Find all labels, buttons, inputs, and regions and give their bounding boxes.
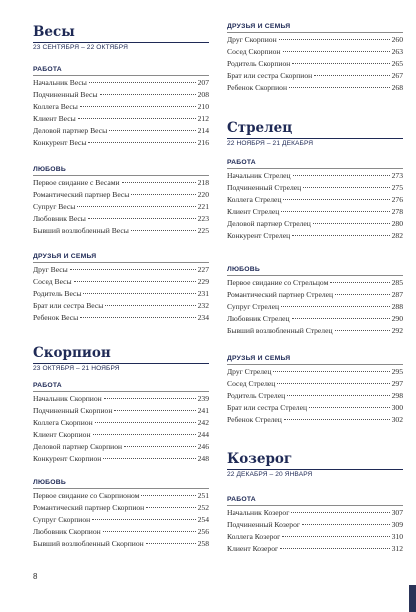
entry-page: 265 [391, 59, 403, 68]
toc-entry[interactable] [33, 502, 209, 514]
toc-entry[interactable] [227, 58, 403, 70]
toc-entry[interactable] [33, 201, 209, 213]
entry-page: 229 [197, 277, 209, 286]
entry-label: Первое свидание с Весами [33, 178, 120, 187]
entry-label: Супруг Стрелец [227, 302, 280, 311]
dot-leader [95, 422, 196, 423]
dot-leader [131, 194, 195, 195]
section-rule [227, 168, 403, 169]
toc-entry[interactable] [33, 490, 209, 502]
dot-leader [80, 317, 195, 318]
toc-entry[interactable] [33, 405, 209, 417]
dot-leader [287, 395, 389, 396]
entry-page: 248 [197, 454, 209, 463]
entry-label: Клиент Весы [33, 114, 76, 123]
entry-page: 263 [391, 47, 403, 56]
entry-label: Романтический партнер Весы [33, 190, 130, 199]
dot-leader [282, 536, 389, 537]
dot-leader [279, 39, 390, 40]
section-rule [33, 262, 209, 263]
toc-entry[interactable] [227, 507, 403, 519]
toc-entry[interactable] [227, 531, 403, 543]
section-title: РАБОТА [33, 382, 62, 389]
sign-scorpio [33, 343, 209, 374]
sign-dates: 22 ДЕКАБРЯ – 20 ЯНВАРЯ [227, 471, 313, 478]
entry-label: Сосед Скорпион [227, 47, 281, 56]
entry-page: 239 [197, 394, 209, 403]
toc-entry[interactable] [33, 89, 209, 101]
dot-leader [103, 458, 195, 459]
section-love [33, 478, 209, 550]
toc-entry[interactable] [33, 101, 209, 113]
toc-entry[interactable] [33, 300, 209, 312]
entry-label: Начальник Весы [33, 78, 87, 87]
entry-page: 212 [197, 114, 209, 123]
dot-leader [273, 371, 389, 372]
dot-leader [89, 82, 196, 83]
sign-rule [227, 138, 403, 139]
entry-page: 254 [197, 515, 209, 524]
entry-page: 216 [197, 138, 209, 147]
sign-sagittarius [227, 118, 403, 149]
dot-leader [330, 282, 389, 283]
toc-entry[interactable] [33, 526, 209, 538]
entry-label: Сосед Весы [33, 277, 72, 286]
toc-entry[interactable] [227, 34, 403, 46]
section-rule [227, 32, 403, 33]
section-friends-family [33, 252, 209, 324]
entry-page: 310 [391, 532, 403, 541]
toc-entry[interactable] [33, 429, 209, 441]
dot-leader [281, 306, 390, 307]
entry-page: 278 [391, 207, 403, 216]
entry-label: Клиент Козерог [227, 544, 279, 553]
entry-label: Деловой партнер Весы [33, 126, 108, 135]
sign-dates: 23 СЕНТЯБРЯ – 22 ОКТЯБРЯ [33, 44, 128, 51]
sign-rule [227, 469, 403, 470]
section-work [227, 158, 403, 242]
section-title: ЛЮБОВЬ [33, 479, 66, 486]
entry-page: 220 [197, 190, 209, 199]
entry-page: 252 [197, 503, 209, 512]
entry-page: 208 [197, 90, 209, 99]
entry-page: 302 [391, 415, 403, 424]
entry-label: Конкурент Стрелец [227, 231, 291, 240]
dot-leader [141, 495, 195, 496]
section-work [33, 381, 209, 465]
toc-entry[interactable] [33, 264, 209, 276]
section-rule [33, 175, 209, 176]
entry-page: 227 [197, 265, 209, 274]
toc-entry[interactable] [33, 125, 209, 137]
toc-entry[interactable] [33, 417, 209, 429]
entry-label: Бывший возлюбленный Весы [33, 226, 129, 235]
dot-leader [309, 407, 390, 408]
entry-page: 232 [197, 301, 209, 310]
dot-leader [314, 75, 389, 76]
dot-leader [313, 223, 390, 224]
entry-page: 256 [197, 527, 209, 536]
dot-leader [335, 330, 390, 331]
entry-label: Ребенок Стрелец [227, 415, 282, 424]
page-edge-tab [409, 585, 416, 612]
entry-page: 218 [197, 178, 209, 187]
section-rule [227, 364, 403, 365]
toc-entry[interactable] [227, 378, 403, 390]
toc-entry[interactable] [227, 218, 403, 230]
entry-label: Конкурент Весы [33, 138, 87, 147]
entry-page: 282 [391, 231, 403, 240]
section-friends-family [227, 354, 403, 426]
dot-leader [80, 106, 196, 107]
entry-page: 267 [391, 71, 403, 80]
dot-leader [281, 211, 389, 212]
entry-label: Начальник Козерог [227, 508, 290, 517]
dot-leader [292, 235, 389, 236]
section-title: РАБОТА [227, 496, 256, 503]
toc-entry[interactable] [227, 402, 403, 414]
dot-leader [131, 230, 196, 231]
entry-page: 258 [197, 539, 209, 548]
sign-capricorn [227, 449, 403, 480]
entry-page: 307 [391, 508, 403, 517]
toc-entry[interactable] [227, 46, 403, 58]
toc-entry[interactable] [33, 77, 209, 89]
toc-entry[interactable] [227, 194, 403, 206]
toc-entry[interactable] [33, 538, 209, 550]
dot-leader [291, 512, 389, 513]
toc-entry[interactable] [33, 312, 209, 324]
section-rule [227, 275, 403, 276]
section-love [227, 265, 403, 337]
toc-entry[interactable] [33, 288, 209, 300]
entry-label: Деловой партнер Скорпион [33, 442, 123, 451]
dot-leader [303, 187, 389, 188]
entry-page: 242 [197, 418, 209, 427]
section-title: ЛЮБОВЬ [227, 266, 260, 273]
entry-page: 287 [391, 290, 403, 299]
dot-leader [100, 94, 196, 95]
toc-entry[interactable] [33, 453, 209, 465]
entry-label: Подчиненный Стрелец [227, 183, 302, 192]
entry-label: Романтический партнер Скорпион [33, 503, 145, 512]
toc-entry[interactable] [33, 225, 209, 237]
dot-leader [78, 118, 196, 119]
entry-label: Начальник Стрелец [227, 171, 291, 180]
toc-entry[interactable] [33, 393, 209, 405]
dot-leader [88, 142, 195, 143]
entry-page: 234 [197, 313, 209, 322]
toc-entry[interactable] [227, 325, 403, 337]
toc-entry[interactable] [33, 113, 209, 125]
dot-leader [293, 175, 390, 176]
entry-page: 309 [391, 520, 403, 529]
entry-page: 298 [391, 391, 403, 400]
dot-leader [83, 293, 195, 294]
dot-leader [93, 434, 196, 435]
dot-leader [109, 130, 195, 131]
dot-leader [124, 446, 196, 447]
entry-page: 273 [391, 171, 403, 180]
toc-entry[interactable] [227, 182, 403, 194]
section-title: ДРУЗЬЯ И СЕМЬЯ [33, 253, 97, 260]
toc-entry[interactable] [227, 170, 403, 182]
dot-leader [283, 199, 389, 200]
toc-entry[interactable] [227, 230, 403, 242]
section-love [33, 165, 209, 237]
toc-entry[interactable] [33, 441, 209, 453]
toc-entry[interactable] [227, 390, 403, 402]
entry-label: Конкурент Скорпион [33, 454, 102, 463]
toc-entry[interactable] [227, 543, 403, 555]
dot-leader [114, 410, 195, 411]
entry-label: Друг Весы [33, 265, 68, 274]
sign-dates: 23 ОКТЯБРЯ – 21 НОЯБРЯ [33, 365, 120, 372]
section-title: ДРУЗЬЯ И СЕМЬЯ [227, 23, 291, 30]
dot-leader [302, 524, 390, 525]
dot-leader [88, 218, 196, 219]
entry-page: 260 [391, 35, 403, 44]
sign-dates: 22 НОЯБРЯ – 21 ДЕКАБРЯ [227, 140, 314, 147]
section-title: ЛЮБОВЬ [33, 166, 66, 173]
entry-label: Супруг Скорпион [33, 515, 91, 524]
toc-entry[interactable] [227, 70, 403, 82]
dot-leader [77, 206, 195, 207]
entry-label: Ребенок Скорпион [227, 83, 288, 92]
entry-label: Брат или сестра Весы [33, 301, 104, 310]
entry-label: Сосед Стрелец [227, 379, 276, 388]
toc-entry[interactable] [227, 519, 403, 531]
entry-label: Подчиненный Скорпион [33, 406, 113, 415]
entry-page: 297 [391, 379, 403, 388]
dot-leader [122, 182, 196, 183]
sign-title: Стрелец [227, 120, 293, 136]
section-title: РАБОТА [33, 66, 62, 73]
section-friends-family [227, 22, 403, 94]
entry-label: Супруг Весы [33, 202, 76, 211]
entry-label: Коллега Козерог [227, 532, 281, 541]
toc-entry[interactable] [227, 414, 403, 426]
dot-leader [146, 543, 196, 544]
dot-leader [280, 548, 389, 549]
toc-entry[interactable] [33, 137, 209, 149]
entry-label: Бывший возлюбленный Скорпион [33, 539, 144, 548]
section-rule [33, 488, 209, 489]
sign-title: Весы [33, 24, 75, 40]
entry-label: Начальник Скорпион [33, 394, 102, 403]
entry-label: Подчиненный Весы [33, 90, 98, 99]
dot-leader [283, 51, 390, 52]
entry-label: Брат или сестра Стрелец [227, 403, 308, 412]
sign-rule [33, 363, 209, 364]
entry-page: 285 [391, 278, 403, 287]
dot-leader [284, 419, 390, 420]
entry-label: Любовник Весы [33, 214, 86, 223]
entry-label: Брат или сестра Скорпион [227, 71, 313, 80]
page-number: 8 [33, 572, 38, 581]
entry-label: Любовник Скорпион [33, 527, 101, 536]
dot-leader [92, 519, 195, 520]
sign-rule [33, 42, 209, 43]
toc-entry[interactable] [33, 514, 209, 526]
section-title: ДРУЗЬЯ И СЕМЬЯ [227, 355, 291, 362]
entry-page: 300 [391, 403, 403, 412]
entry-page: 268 [391, 83, 403, 92]
dot-leader [103, 531, 196, 532]
dot-leader [335, 294, 390, 295]
entry-page: 221 [197, 202, 209, 211]
entry-page: 280 [391, 219, 403, 228]
section-work [227, 495, 403, 555]
entry-page: 210 [197, 102, 209, 111]
dot-leader [146, 507, 195, 508]
sign-title: Козерог [227, 451, 293, 467]
toc-entry[interactable] [227, 82, 403, 94]
dot-leader [292, 63, 389, 64]
entry-label: Первое свидание со Скорпионом [33, 491, 140, 500]
entry-page: 223 [197, 214, 209, 223]
section-rule [227, 505, 403, 506]
entry-label: Коллега Весы [33, 102, 78, 111]
sign-title: Скорпион [33, 345, 111, 361]
entry-label: Романтический партнер Стрелец [227, 290, 334, 299]
dot-leader [104, 398, 196, 399]
toc-entry[interactable] [33, 213, 209, 225]
entry-page: 246 [197, 442, 209, 451]
entry-page: 276 [391, 195, 403, 204]
entry-label: Друг Стрелец [227, 367, 272, 376]
entry-page: 251 [197, 491, 209, 500]
dot-leader [105, 305, 195, 306]
toc-entry[interactable] [227, 289, 403, 301]
entry-page: 275 [391, 183, 403, 192]
entry-page: 207 [197, 78, 209, 87]
entry-page: 288 [391, 302, 403, 311]
entry-page: 214 [197, 126, 209, 135]
dot-leader [289, 87, 390, 88]
toc-entry[interactable] [227, 366, 403, 378]
toc-entry[interactable] [227, 277, 403, 289]
entry-page: 231 [197, 289, 209, 298]
entry-page: 292 [391, 326, 403, 335]
toc-entry[interactable] [33, 177, 209, 189]
entry-label: Друг Скорпион [227, 35, 277, 44]
section-rule [33, 391, 209, 392]
section-work [33, 65, 209, 149]
entry-label: Родитель Весы [33, 289, 82, 298]
entry-label: Родитель Стрелец [227, 391, 286, 400]
sign-libra [33, 22, 209, 53]
entry-label: Коллега Стрелец [227, 195, 282, 204]
dot-leader [70, 269, 196, 270]
toc-entry[interactable] [33, 276, 209, 288]
entry-label: Бывший возлюбленный Стрелец [227, 326, 333, 335]
entry-label: Любовник Стрелец [227, 314, 290, 323]
dot-leader [277, 383, 389, 384]
entry-label: Подчиненный Козерог [227, 520, 300, 529]
entry-page: 312 [391, 544, 403, 553]
entry-label: Клиент Скорпион [33, 430, 91, 439]
toc-entry[interactable] [33, 189, 209, 201]
section-title: РАБОТА [227, 159, 256, 166]
entry-label: Клиент Стрелец [227, 207, 280, 216]
entry-label: Родитель Скорпион [227, 59, 291, 68]
entry-page: 225 [197, 226, 209, 235]
toc-entry[interactable] [227, 301, 403, 313]
entry-page: 244 [197, 430, 209, 439]
dot-leader [74, 281, 196, 282]
dot-leader [292, 318, 390, 319]
entry-page: 295 [391, 367, 403, 376]
entry-label: Ребенок Весы [33, 313, 79, 322]
toc-entry[interactable] [227, 313, 403, 325]
toc-entry[interactable] [227, 206, 403, 218]
entry-page: 241 [197, 406, 209, 415]
entry-label: Коллега Скорпион [33, 418, 93, 427]
entry-label: Первое свидание со Стрельцом [227, 278, 329, 287]
entry-page: 290 [391, 314, 403, 323]
section-rule [33, 75, 209, 76]
entry-label: Деловой партнер Стрелец [227, 219, 311, 228]
